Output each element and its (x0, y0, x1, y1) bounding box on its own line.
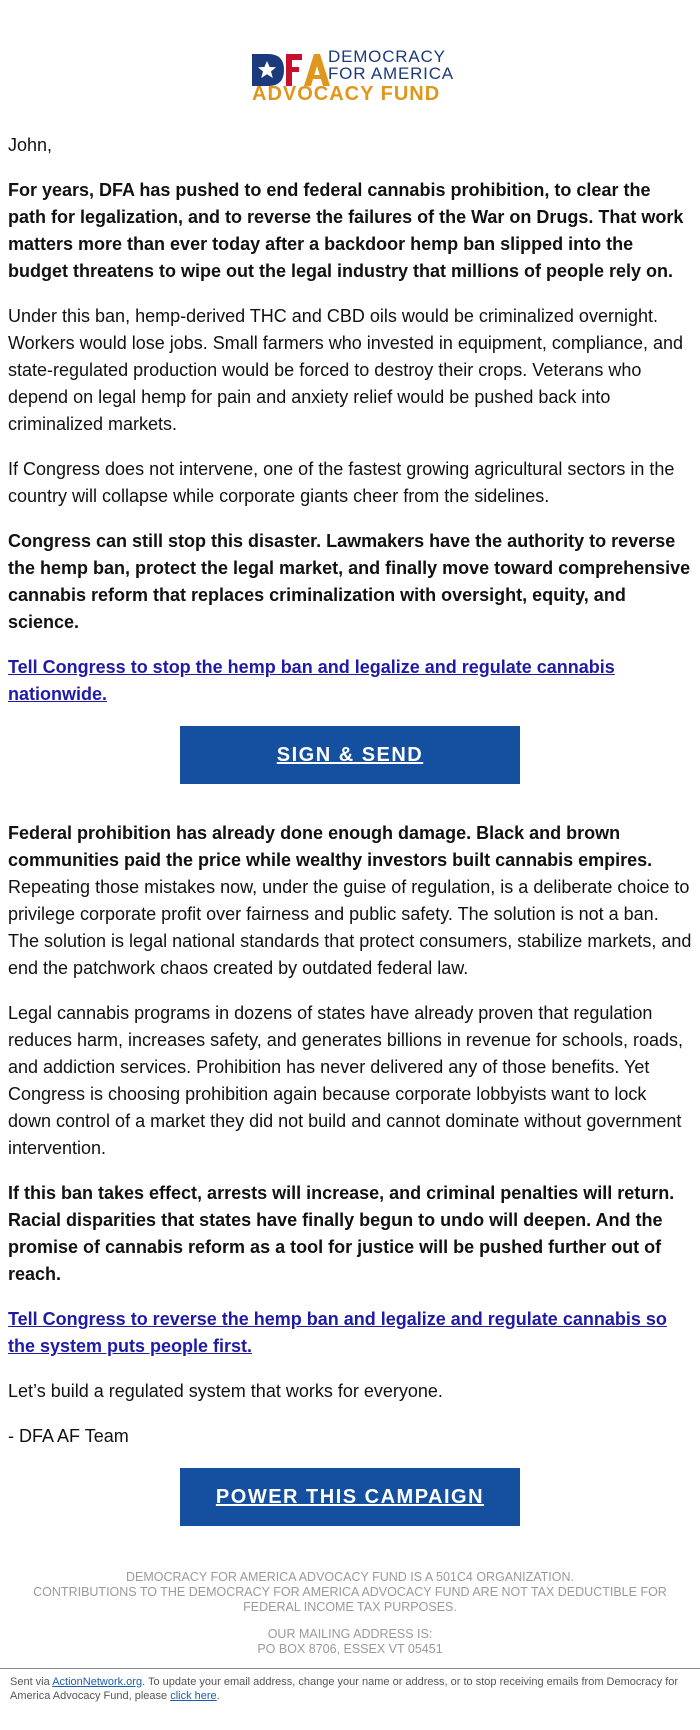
footer-disclaimer (8, 1570, 692, 1615)
power-campaign-wrapper (8, 1468, 692, 1526)
tell-congress-link-1[interactable]: Tell Congress to stop the hemp ban and legalize and regulate cannabis nationwide. (8, 657, 615, 704)
sent-via-text: Sent via (10, 1676, 53, 1688)
unsubscribe-note (10, 1675, 690, 1703)
tell-congress-link-2[interactable]: Tell Congress to reverse the hemp ban and legalize and regulate cannabis so the system puts people first. (8, 1309, 667, 1356)
paragraph-intro: For years, DFA has pushed to end federal cannabis prohibition, to clear the path for legalization, and to reverse the failures of the War on Drugs. That work matters more than ever today after a backdoor hemp ban slipped into the budget threatens to wipe out the legal industry that millions of people rely on. (8, 180, 684, 281)
footer-tax-line: CONTRIBUTIONS TO THE DEMOCRACY FOR AMERICA ADVOCACY FUND ARE NOT TAX DEDUCTIBLE FOR FEDERAL INCOME TAX PURPOSES. (33, 1585, 667, 1614)
unsubscribe-end: . (216, 1690, 220, 1702)
footer-org-line: DEMOCRACY FOR AMERICA ADVOCACY FUND IS A 501C4 ORGANIZATION. (125, 1570, 575, 1584)
sign-send-wrapper (8, 726, 692, 784)
paragraph-federal-prohibition-bold: Federal prohibition has already done enough damage. Black and brown communities paid the price while wealthy investors built cannabis empires. (8, 823, 653, 870)
sign-send-button[interactable]: SIGN & SEND (180, 726, 520, 784)
paragraph-congress-intervene: If Congress does not intervene, one of the fastest growing agricultural sectors in the country will collapse while corporate giants cheer from the sidelines. (8, 459, 675, 506)
paragraph-legal-programs: Legal cannabis programs in dozens of states have already proven that regulation reduces harm, increases safety, and generates billions in revenue for schools, roads, and addiction services. Prohibition has never delivered any of those benefits. Yet Congress is choosing prohibition again because corporate lobbyists want to lock down control of a market they did not build and cannot dominate without government intervention. (8, 1003, 684, 1158)
logo-text-advocacy-fund: ADVOCACY FUND (252, 83, 441, 105)
click-here-link[interactable]: click here (170, 1690, 217, 1702)
paragraph-stop-disaster: Congress can still stop this disaster. Lawmakers have the authority to reverse the hemp ban, protect the legal market, and finally move toward comprehensive cannabis reform that replaces criminalization with oversight, equity, and science. (8, 531, 691, 632)
logo-text-for-america: FOR AMERICA (328, 64, 454, 83)
paragraph-federal-prohibition (8, 820, 692, 982)
footer-mailing (8, 1627, 692, 1657)
logo-text-democracy: DEMOCRACY (328, 47, 446, 66)
greeting: John, (8, 135, 53, 155)
paragraph-federal-prohibition-rest: Repeating those mistakes now, under the guise of regulation, is a deliberate choice to privilege corporate profit over fairness and public safety. The solution is not a ban. The solution is legal national standards that protect consumers, stabilize markets, and end the patchwork chaos created by outdated federal law. (8, 877, 692, 978)
signoff: - DFA AF Team (8, 1426, 129, 1446)
paragraph-ban-effects: If this ban takes effect, arrests will increase, and criminal penalties will return. Racial disparities that states have finally begun to undo will deepen. And the promise of cannabis reform as a tool for justice will be pushed further out of reach. (8, 1183, 675, 1284)
paragraph-ban-impact: Under this ban, hemp-derived THC and CBD oils would be criminalized overnight. Workers would lose jobs. Small farmers who invested in equipment, compliance, and state-regulated production would be forced to destroy their crops. Veterans who depend on legal hemp for pain and anxiety relief would be pushed back into criminalized markets. (8, 306, 683, 434)
unsubscribe-text: . To update your email address, change your name or address, or to stop receiving emails from Democracy for America Advocacy Fund, please (10, 1676, 679, 1702)
paragraph-build-system: Let’s build a regulated system that works for everyone. (8, 1381, 443, 1401)
dfa-logo (250, 46, 454, 106)
email-body (8, 132, 692, 1562)
footer (8, 1570, 692, 1669)
footer-mailing-address: PO BOX 8706, ESSEX VT 05451 (257, 1642, 443, 1656)
power-campaign-button[interactable]: POWER THIS CAMPAIGN (180, 1468, 520, 1526)
actionnetwork-link[interactable]: ActionNetwork.org (52, 1676, 143, 1688)
bottom-divider (0, 1668, 700, 1669)
footer-mailing-label: OUR MAILING ADDRESS IS: (267, 1627, 433, 1641)
